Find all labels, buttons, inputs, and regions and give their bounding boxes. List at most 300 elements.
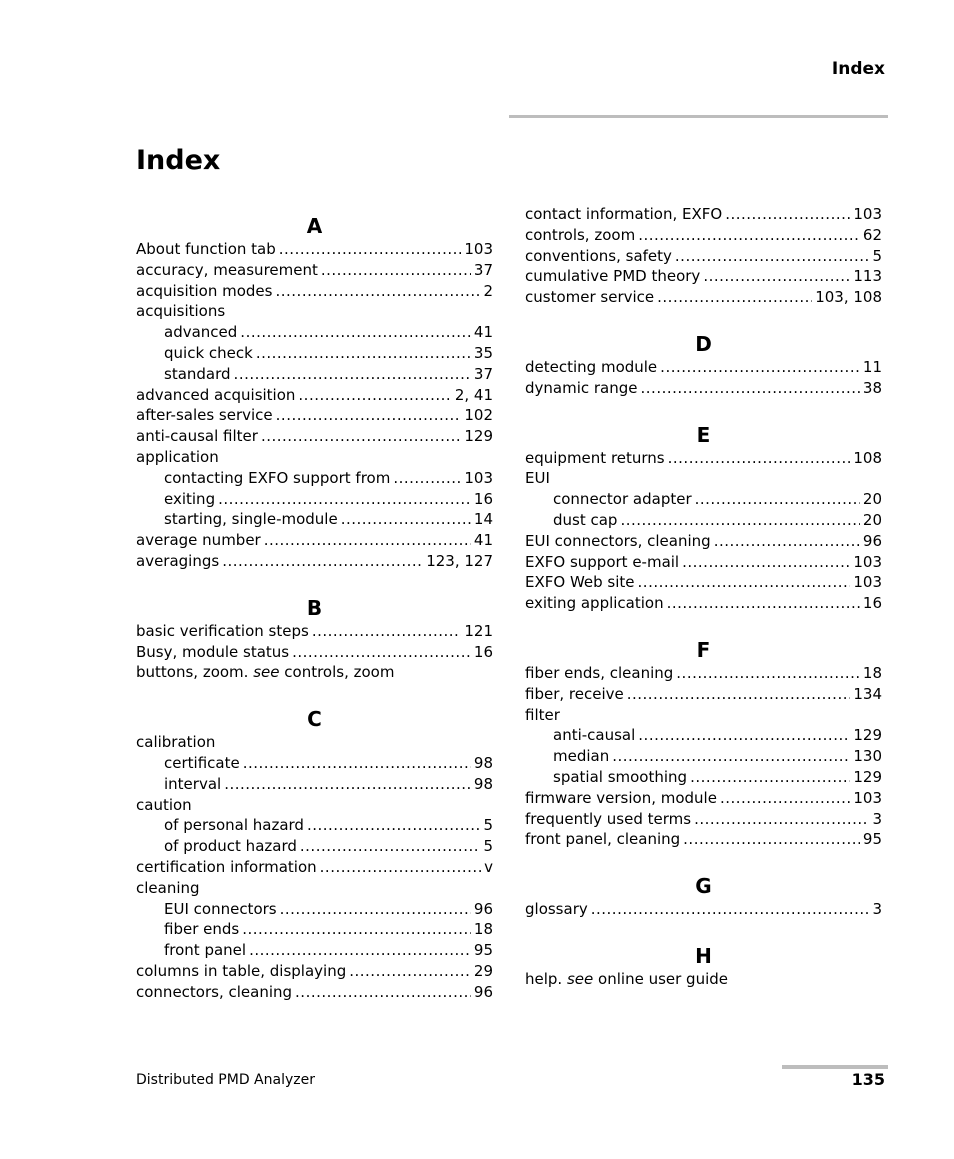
leader-dots [295,982,471,1003]
entry-term-text: equipment returns [525,448,665,467]
leader-dots [638,225,860,246]
entry-term [136,795,192,816]
entry-term [136,301,225,322]
index-section [525,943,882,990]
index-entry [136,774,493,795]
entry-page: 2 [483,281,493,300]
entry-term [136,878,200,899]
entry-term-text: spatial smoothing [553,767,688,786]
index-entry [525,663,882,684]
index-entry [136,426,493,447]
header-rule [509,115,888,118]
leader-dots [280,899,471,920]
entry-page: 14 [473,510,493,529]
leader-dots [667,593,860,614]
leader-dots [249,940,471,961]
index-entry [525,510,882,531]
leader-dots [393,468,461,489]
index-entry [136,621,493,642]
entry-page: 98 [473,774,493,793]
index-entry [525,969,882,990]
section-letter: F [696,637,711,662]
entry-term [164,509,338,530]
entry-term-text: advanced [164,323,238,342]
entry-term-text: interval [164,774,222,793]
section-letter: A [306,214,323,238]
index-entry [136,364,493,385]
entry-term [136,642,289,663]
leader-dots [256,343,471,364]
entry-term [136,961,346,982]
leader-dots [261,426,461,447]
entry-page: 41 [473,531,493,550]
index-entry [136,919,493,940]
leader-dots [714,531,860,552]
entry-term [525,246,672,267]
entry-term-text: buttons, zoom. [136,663,249,682]
index-entry [136,878,493,899]
entry-term [553,767,687,788]
entry-term [136,260,318,281]
index-entry [136,795,493,816]
entry-term [164,774,221,795]
entry-term-text: dynamic range [525,378,638,397]
entry-term [525,593,664,614]
leader-dots [695,489,860,510]
entry-term-text: EUI connectors [164,899,277,918]
index-entry [136,899,493,920]
entry-page: v [484,857,493,876]
entry-term [136,426,258,447]
entry-term [525,225,635,246]
entry-term-text: connectors, cleaning [136,982,293,1001]
entry-term-text: EUI [525,469,550,488]
entry-term-text: application [136,447,219,466]
entry-page: 29 [473,961,493,980]
entry-term-text: certification information [136,857,317,876]
entry-term-text: fiber ends, cleaning [525,663,674,682]
index-entry [525,572,882,593]
entry-page: 103, 108 [815,288,882,307]
entry-page: 37 [473,260,493,279]
section-letter: B [306,595,323,620]
entry-page: 121 [464,621,493,640]
leader-dots [683,829,860,850]
entry-term-text: controls, zoom [525,225,636,244]
entry-term [553,725,635,746]
index-column-left [136,213,493,1026]
see-reference: see [253,663,280,682]
entry-term [164,489,215,510]
page-title: Index [136,145,221,176]
entry-term [136,551,219,572]
leader-dots [320,857,481,878]
entry-page: 5 [872,246,882,265]
entry-term [164,940,246,961]
entry-term [525,468,550,489]
leader-dots [240,322,471,343]
entry-page: 62 [862,225,882,244]
entry-page: 16 [473,489,493,508]
leader-dots [242,919,471,940]
entry-term [136,405,273,426]
entry-page: 134 [853,684,882,703]
index-entry [136,301,493,322]
leader-dots [725,204,850,225]
entry-page: 18 [473,920,493,939]
entry-page: 96 [862,531,882,550]
leader-dots [218,489,471,510]
index-section [136,595,493,683]
index-entry [136,662,493,683]
leader-dots [694,809,869,830]
see-target: online user guide [598,969,729,988]
entry-page: 98 [473,753,493,772]
entry-page: 16 [862,594,882,613]
entry-term [136,732,215,753]
index-entry [136,642,493,663]
entry-term-text: help. [525,969,563,988]
entry-term-text: advanced acquisition [136,385,296,404]
index-entry [136,961,493,982]
entry-page: 103 [853,205,882,223]
entry-term-text: customer service [525,288,655,307]
entry-term [525,788,717,809]
entry-page: 20 [862,510,882,529]
running-head: Index [831,59,885,79]
leader-dots [675,246,870,267]
entry-term [525,378,638,399]
see-target: controls, zoom [284,663,395,682]
entry-page: 129 [853,767,882,786]
leader-dots [660,357,860,378]
section-letter: D [695,331,712,356]
entry-term [525,705,560,726]
entry-term-text: acquisitions [136,302,226,321]
entry-term-text: quick check [164,343,253,362]
index-entry [525,725,882,746]
leader-dots [300,836,481,857]
entry-term [136,281,272,302]
index-section [525,204,882,308]
index-entry [136,322,493,343]
entry-page: 96 [473,899,493,918]
entry-term [525,684,624,705]
entry-term [553,746,609,767]
index-entry [136,281,493,302]
entry-term [525,357,657,378]
footer-rule [782,1065,888,1069]
entry-term [164,364,231,385]
entry-term-text: filter [525,705,560,724]
leader-dots [620,510,859,531]
entry-term-text: acquisition modes [136,281,273,300]
index-section [136,213,493,572]
leader-dots [298,385,451,406]
entry-term-text: connector adapter [553,490,692,509]
index-entry [136,447,493,468]
index-entry [136,857,493,878]
entry-term-text: contact information, EXFO [525,205,723,223]
leader-dots [307,815,480,836]
entry-term [136,662,394,683]
entry-term-text: EXFO Web site [525,573,635,592]
leader-dots [638,572,851,593]
entry-term [525,552,679,573]
index-entry [136,405,493,426]
entry-term-text: front panel, cleaning [525,830,681,849]
entry-page: 103 [853,573,882,592]
entry-term-text: fiber, receive [525,684,624,703]
index-entry [136,815,493,836]
entry-term [525,899,588,920]
entry-term-text: exiting [164,489,216,508]
entry-page: 108 [853,448,882,467]
entry-term-text: conventions, safety [525,246,672,265]
index-section [525,873,882,920]
entry-page: 20 [862,490,882,509]
index-entry [136,836,493,857]
entry-term [525,969,728,990]
leader-dots [682,552,850,573]
index-entry [525,489,882,510]
entry-term-text: detecting module [525,357,658,376]
index-entry [525,809,882,830]
index-entry [525,788,882,809]
leader-dots [690,767,850,788]
index-entry [136,982,493,1003]
entry-page: 102 [464,406,493,425]
entry-term-text: About function tab [136,240,276,258]
leader-dots [676,663,860,684]
entry-page: 129 [853,726,882,745]
entry-page: 103 [464,468,493,487]
index-section [525,331,882,399]
entry-term-text: Busy, module status [136,642,290,661]
index-entry [525,357,882,378]
page-number: 135 [851,1070,885,1089]
entry-page: 130 [853,747,882,766]
index-entry [136,239,493,260]
index-entry [525,767,882,788]
entry-term [136,530,261,551]
section-letter: H [695,943,712,968]
leader-dots [638,725,850,746]
index-entry [136,468,493,489]
leader-dots [341,509,471,530]
entry-term-text: basic verification steps [136,621,309,640]
entry-term [136,447,219,468]
leader-dots [657,287,812,308]
entry-term-text: certificate [164,753,240,772]
entry-term [525,531,711,552]
entry-term-text: contacting EXFO support from [164,468,391,487]
entry-term [525,829,680,850]
leader-dots [703,266,850,287]
index-entry [136,385,493,406]
entry-term [164,322,237,343]
entry-term [164,836,297,857]
entry-page: 95 [862,830,882,849]
entry-term-text: EUI connectors, cleaning [525,531,711,550]
leader-dots [641,378,860,399]
leader-dots [591,899,870,920]
section-letter: G [695,874,712,899]
entry-term [525,809,691,830]
index-entry [525,246,882,267]
leader-dots [720,788,850,809]
entry-term [525,572,635,593]
entry-term [136,857,317,878]
entry-page: 35 [473,343,493,362]
index-entry [136,343,493,364]
entry-term-text: median [553,747,610,766]
entry-term-text: standard [164,364,231,383]
entry-term-text: anti-causal [553,726,636,745]
entry-page: 18 [862,663,882,682]
entry-page: 96 [473,982,493,1001]
leader-dots [668,448,851,469]
entry-page: 41 [473,323,493,342]
entry-term [525,448,665,469]
index-entry [525,829,882,850]
leader-dots [264,530,471,551]
entry-term-text: firmware version, module [525,788,717,807]
entry-term [164,919,239,940]
index-entry [525,287,882,308]
leader-dots [224,774,471,795]
entry-term-text: front panel [164,941,247,960]
entry-page: 5 [483,816,493,835]
entry-term-text: averagings [136,551,220,570]
index-entry [136,509,493,530]
index-section [525,637,882,850]
leader-dots [276,405,462,426]
index-entry [136,530,493,551]
entry-page: 123, 127 [426,551,493,570]
entry-term-text: caution [136,795,192,814]
entry-page: 103 [853,552,882,571]
entry-term-text: exiting application [525,594,664,613]
entry-term [525,204,722,225]
index-entry [525,552,882,573]
entry-term-text: starting, single-module [164,510,338,529]
leader-dots [243,753,471,774]
index-entry [525,378,882,399]
index-entry [525,705,882,726]
entry-term-text: columns in table, displaying [136,961,347,980]
see-reference: see [566,969,594,988]
entry-term-text: EXFO support e-mail [525,552,680,571]
leader-dots [312,621,462,642]
index-section [525,422,882,614]
entry-term-text: accuracy, measurement [136,260,318,279]
entry-page: 11 [862,357,882,376]
footer-title: Distributed PMD Analyzer [136,1072,315,1088]
entry-term [136,239,276,260]
entry-page: 38 [862,378,882,397]
entry-term-text: cumulative PMD theory [525,267,701,286]
entry-term-text: cleaning [136,878,200,897]
index-entry [525,266,882,287]
index-entry [525,684,882,705]
entry-page: 3 [872,809,882,828]
entry-page: 113 [853,267,882,286]
entry-term [164,753,240,774]
index-entry [525,593,882,614]
entry-term [164,343,253,364]
entry-page: 37 [473,364,493,383]
index-entry [525,746,882,767]
entry-term [136,385,295,406]
entry-page: 129 [464,427,493,446]
leader-dots [279,239,462,260]
entry-term-text: average number [136,531,261,550]
entry-page: 3 [872,900,882,919]
index-entry [136,732,493,753]
index-entry [525,204,882,225]
index-entry [525,448,882,469]
entry-term-text: fiber ends [164,920,240,939]
entry-term-text: of personal hazard [164,816,304,835]
entry-page: 16 [473,642,493,661]
leader-dots [275,281,480,302]
leader-dots [349,961,471,982]
leader-dots [612,746,850,767]
entry-term-text: anti-causal filter [136,427,258,446]
index-entry [525,531,882,552]
index-section [136,706,493,1002]
leader-dots [292,642,471,663]
entry-term [525,266,700,287]
index-entry [136,551,493,572]
entry-page: 2, 41 [454,385,493,404]
entry-term [553,510,617,531]
section-letter: C [307,707,322,732]
index-column-right [525,204,882,1013]
entry-term-text: after-sales service [136,406,273,425]
index-entry [136,753,493,774]
entry-term-text: calibration [136,733,216,752]
entry-term [164,899,277,920]
entry-term [164,468,390,489]
index-entry [136,260,493,281]
entry-page: 103 [853,788,882,807]
leader-dots [234,364,471,385]
entry-term [525,287,654,308]
section-letter: E [696,422,711,447]
entry-term [136,982,292,1003]
entry-term-text: frequently used terms [525,809,692,828]
leader-dots [627,684,851,705]
index-entry [525,225,882,246]
leader-dots [321,260,471,281]
entry-term [164,815,304,836]
entry-page: 5 [483,837,493,856]
index-entry [136,940,493,961]
entry-term [525,663,673,684]
entry-term [136,621,309,642]
entry-term-text: glossary [525,900,588,919]
entry-term-text: of product hazard [164,837,297,856]
index-entry [136,489,493,510]
entry-page: 95 [473,941,493,960]
entry-term [553,489,692,510]
entry-page: 103 [464,240,493,258]
index-entry [525,899,882,920]
entry-term-text: dust cap [553,510,618,529]
leader-dots [222,551,423,572]
